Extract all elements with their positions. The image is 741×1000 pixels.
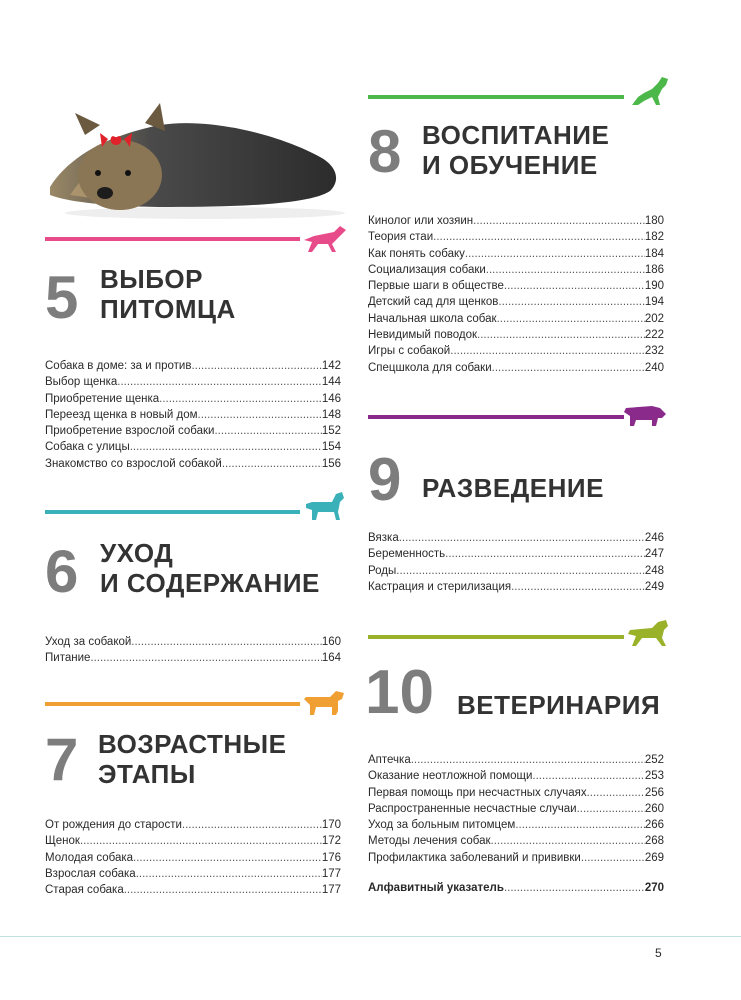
toc-row[interactable] bbox=[368, 530, 664, 546]
section-6-title-line1: УХОД bbox=[100, 538, 174, 568]
toc-row[interactable] bbox=[368, 801, 664, 817]
section-6-title-line2: И СОДЕРЖАНИЕ bbox=[100, 568, 320, 598]
section-10-divider bbox=[368, 635, 624, 639]
toc-row[interactable] bbox=[45, 817, 341, 833]
toc-item-page: 248 bbox=[644, 564, 664, 577]
toc-item-title: Социализация собаки bbox=[368, 263, 486, 276]
section-10-toc bbox=[368, 752, 664, 866]
toc-row[interactable] bbox=[368, 817, 664, 833]
section-6-number: 6 bbox=[45, 538, 79, 605]
toc-row[interactable] bbox=[368, 294, 664, 310]
toc-row[interactable] bbox=[368, 785, 664, 801]
toc-row[interactable] bbox=[368, 327, 664, 343]
toc-item-page: 148 bbox=[321, 408, 341, 421]
toc-item-title: Детский сад для щенков bbox=[368, 296, 499, 309]
toc-item-title: Невидимый поводок bbox=[368, 329, 478, 342]
toc-item-title: Вязка bbox=[368, 532, 399, 544]
toc-item-page: 177 bbox=[321, 884, 341, 897]
section-7-number: 7 bbox=[45, 726, 79, 793]
section-6-divider bbox=[45, 510, 300, 514]
toc-item-page: 146 bbox=[321, 392, 341, 405]
toc-row[interactable] bbox=[368, 343, 664, 359]
toc-item-page: 222 bbox=[644, 329, 664, 342]
toc-item-title: Первые шаги в обществе bbox=[368, 280, 504, 293]
toc-item-page: 256 bbox=[644, 786, 664, 799]
toc-row[interactable] bbox=[45, 634, 341, 650]
toc-item-title: Взрослая собака bbox=[45, 867, 136, 880]
toc-item-page: 194 bbox=[644, 296, 664, 309]
toc-row[interactable] bbox=[45, 866, 341, 882]
toc-row[interactable] bbox=[45, 882, 341, 898]
toc-row[interactable] bbox=[368, 546, 664, 562]
toc-row[interactable] bbox=[368, 278, 664, 294]
toc-item-page: 232 bbox=[644, 345, 664, 358]
section-8-title-line1: ВОСПИТАНИЕ bbox=[422, 120, 610, 150]
toc-item-title: Кастрация и стерилизация bbox=[368, 580, 512, 593]
section-10-number: 10 bbox=[365, 658, 434, 727]
toc-item-page: 182 bbox=[644, 231, 664, 244]
toc-item-page: 202 bbox=[644, 312, 664, 325]
toc-item-page: 160 bbox=[321, 636, 341, 648]
section-10-title-line1: ВЕТЕРИНАРИЯ bbox=[457, 690, 661, 720]
toc-item-page: 252 bbox=[644, 754, 664, 766]
toc-item-page: 260 bbox=[644, 802, 664, 815]
toc-row[interactable] bbox=[368, 563, 664, 579]
section-9-title-line1: РАЗВЕДЕНИЕ bbox=[422, 473, 604, 503]
toc-item-page: 156 bbox=[321, 457, 341, 470]
section-8-divider bbox=[368, 95, 624, 99]
index-row[interactable] bbox=[368, 880, 664, 896]
toc-row[interactable] bbox=[45, 833, 341, 849]
section-7-toc bbox=[45, 817, 341, 898]
toc-item-title: Собака в доме: за и против bbox=[45, 360, 192, 372]
toc-item-title: Игры с собакой bbox=[368, 345, 451, 358]
toc-item-title: Методы лечения собак bbox=[368, 835, 491, 848]
toc-row[interactable] bbox=[45, 391, 341, 407]
toc-item-page: 247 bbox=[644, 548, 664, 561]
toc-item-page: 253 bbox=[644, 770, 664, 783]
toc-row[interactable] bbox=[368, 246, 664, 262]
section-8-toc bbox=[368, 213, 664, 376]
sniffing-dog-icon bbox=[622, 398, 668, 430]
toc-row[interactable] bbox=[45, 423, 341, 439]
toc-row[interactable] bbox=[368, 262, 664, 278]
toc-item-title: Первая помощь при несчастных случаях bbox=[368, 786, 587, 799]
section-9-number: 9 bbox=[368, 446, 402, 513]
toc-item-page: 249 bbox=[644, 580, 664, 593]
section-7-divider bbox=[45, 702, 300, 706]
toc-item-page: 240 bbox=[644, 361, 664, 374]
toc-row[interactable] bbox=[368, 768, 664, 784]
toc-item-title: Начальная школа собак bbox=[368, 312, 497, 325]
toc-item-page: 186 bbox=[644, 263, 664, 276]
toc-item-title: Старая собака bbox=[45, 884, 124, 897]
toc-item-title: Беременность bbox=[368, 548, 446, 561]
section-6-toc bbox=[45, 634, 341, 667]
toc-row[interactable] bbox=[45, 439, 341, 455]
toc-item-page: 154 bbox=[321, 441, 341, 454]
toc-row[interactable] bbox=[368, 752, 664, 768]
toc-item-title: Переезд щенка в новый дом bbox=[45, 408, 198, 421]
jumping-dog-icon bbox=[628, 75, 674, 107]
toc-row[interactable] bbox=[45, 650, 341, 666]
toc-row[interactable] bbox=[368, 579, 664, 595]
toc-item-page: 246 bbox=[644, 532, 664, 544]
toc-item-title: Собака с улицы bbox=[45, 441, 130, 454]
section-5-divider bbox=[45, 237, 300, 241]
section-9-toc bbox=[368, 530, 664, 595]
toc-item-title: Знакомство со взрослой собакой bbox=[45, 457, 222, 470]
page-number: 5 bbox=[655, 946, 662, 960]
toc-item-title: Спецшкола для собаки bbox=[368, 361, 492, 374]
toc-item-title: От рождения до старости bbox=[45, 819, 182, 831]
toc-item-page: 184 bbox=[644, 247, 664, 260]
toc-item-page: 266 bbox=[644, 819, 664, 832]
toc-item-title: Уход за собакой bbox=[45, 636, 132, 648]
toc-row[interactable] bbox=[45, 358, 341, 374]
index-entry bbox=[368, 880, 664, 896]
toc-row[interactable] bbox=[45, 374, 341, 390]
toc-item-title: Роды bbox=[368, 564, 397, 577]
footer-line bbox=[0, 936, 741, 937]
toc-item-page: 180 bbox=[644, 215, 664, 227]
section-8-title-line2: И ОБУЧЕНИЕ bbox=[422, 150, 598, 180]
toc-row[interactable] bbox=[368, 850, 664, 866]
toc-item-page: 172 bbox=[321, 835, 341, 848]
toc-item-page: 144 bbox=[321, 376, 341, 389]
toc-item-title: Распространенные несчастные случаи bbox=[368, 802, 577, 815]
toc-item-page: 190 bbox=[644, 280, 664, 293]
toc-item-title: Приобретение щенка bbox=[45, 392, 160, 405]
toc-item-title: Питание bbox=[45, 652, 91, 665]
toc-item-title: Молодая собака bbox=[45, 851, 134, 864]
section-7-title-line1: ВОЗРАСТНЫЕ bbox=[98, 729, 287, 759]
section-5-title-line1: ВЫБОР bbox=[100, 264, 203, 294]
toc-item-page: 152 bbox=[321, 425, 341, 438]
toc-item-page: 268 bbox=[644, 835, 664, 848]
toc-row[interactable] bbox=[368, 311, 664, 327]
toc-item-page: 176 bbox=[321, 851, 341, 864]
section-5-title-line2: ПИТОМЦА bbox=[100, 294, 236, 324]
walking-dog-icon bbox=[302, 685, 348, 717]
yorkshire-terrier-photo bbox=[30, 95, 350, 220]
section-8-number: 8 bbox=[368, 118, 402, 185]
toc-item-title: Оказание неотложной помощи bbox=[368, 770, 533, 783]
toc-item-page: 269 bbox=[644, 851, 664, 864]
toc-item-title: Профилактика заболеваний и прививки bbox=[368, 851, 581, 864]
toc-row[interactable] bbox=[45, 456, 341, 472]
toc-item-page: 142 bbox=[321, 360, 341, 372]
toc-item-page: 164 bbox=[321, 652, 341, 665]
toc-item-title: Уход за больным питомцем bbox=[368, 819, 516, 832]
toc-item-title: Приобретение взрослой собаки bbox=[45, 425, 215, 438]
toc-row[interactable] bbox=[368, 229, 664, 245]
toc-item-title: Кинолог или хозяин bbox=[368, 215, 474, 227]
toc-row[interactable] bbox=[368, 213, 664, 229]
index-title: Алфавитный указатель bbox=[368, 882, 504, 894]
toc-item-title: Как понять собаку bbox=[368, 247, 465, 260]
toc-item-page: 177 bbox=[321, 867, 341, 880]
standing-dog-icon bbox=[302, 490, 348, 522]
toc-item-title: Щенок bbox=[45, 835, 80, 848]
toc-row[interactable] bbox=[45, 407, 341, 423]
toc-row[interactable] bbox=[368, 833, 664, 849]
section-5-number: 5 bbox=[45, 264, 79, 331]
toc-item-page: 170 bbox=[321, 819, 341, 831]
toc-row[interactable] bbox=[368, 360, 664, 376]
trotting-dog-icon bbox=[626, 616, 672, 648]
section-9-divider bbox=[368, 415, 624, 419]
index-page: 270 bbox=[644, 882, 664, 894]
toc-item-title: Выбор щенка bbox=[45, 376, 118, 389]
toc-item-title: Теория стаи bbox=[368, 231, 434, 244]
section-5-toc bbox=[45, 358, 341, 472]
section-7-title-line2: ЭТАПЫ bbox=[98, 759, 196, 789]
toc-item-title: Аптечка bbox=[368, 754, 411, 766]
toc-row[interactable] bbox=[45, 850, 341, 866]
running-dog-icon bbox=[302, 222, 348, 254]
